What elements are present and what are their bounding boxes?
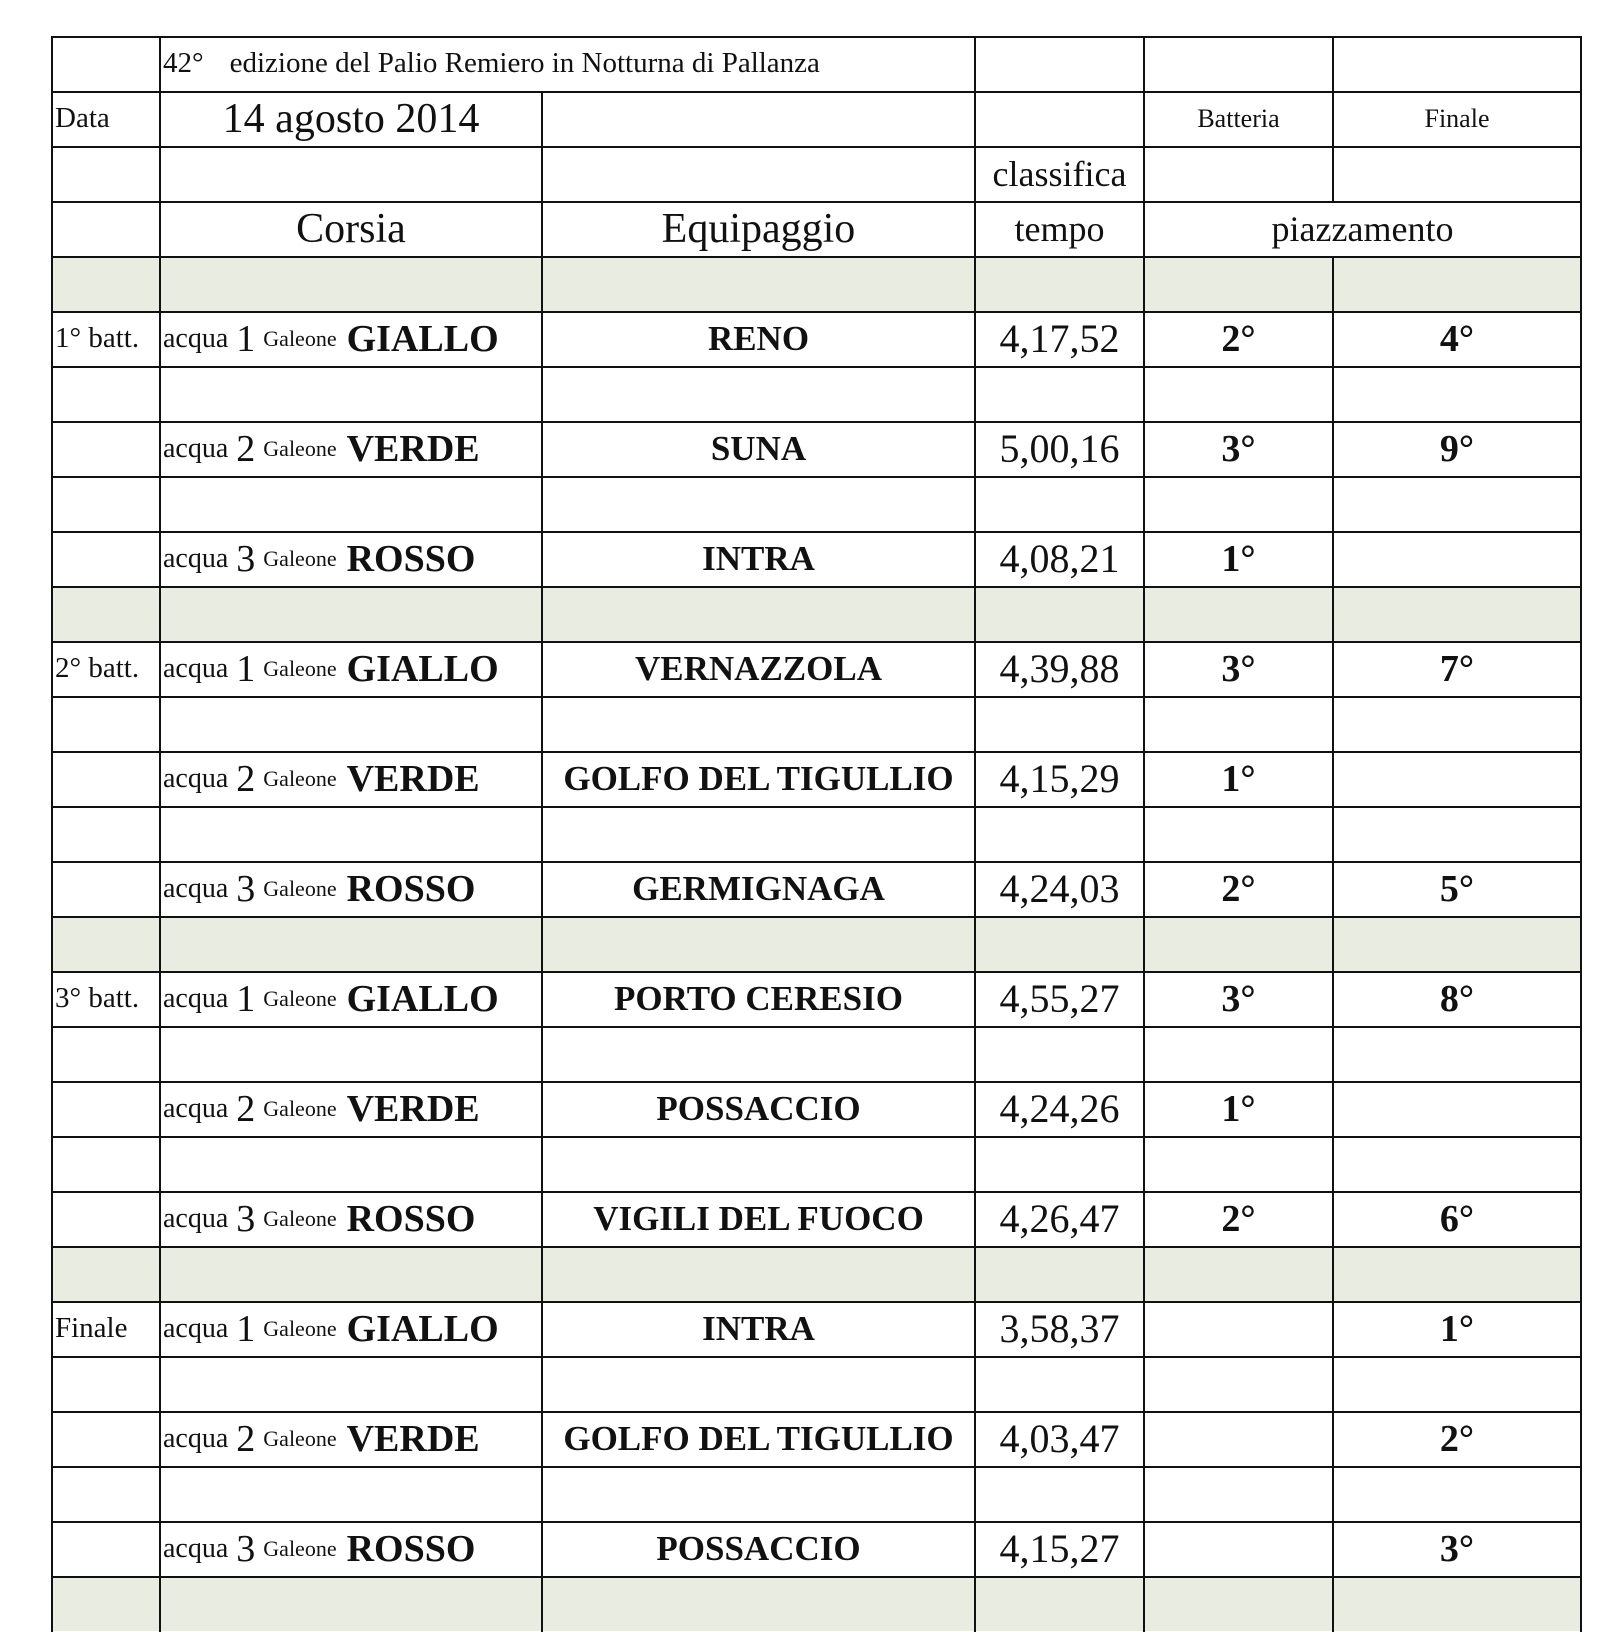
acqua-word: acqua <box>163 1092 229 1124</box>
race-time: 4,15,27 <box>999 1526 1120 1571</box>
batteria-placement: 1° <box>1221 537 1256 580</box>
grid-line <box>51 36 53 1632</box>
galeone-word: Galeone <box>263 765 337 791</box>
boat-color: ROSSO <box>346 1197 476 1240</box>
lane-cell <box>163 1083 539 1134</box>
batteria-placement: 2° <box>1221 1197 1256 1240</box>
team-name: GOLFO DEL TIGULLIO <box>563 1418 954 1458</box>
water-number: 2 <box>236 757 256 800</box>
galeone-word: Galeone <box>263 655 337 681</box>
batteria-placement <box>1147 1523 1330 1574</box>
boat-color: GIALLO <box>346 1307 499 1350</box>
water-number: 3 <box>236 867 256 910</box>
edition-title: edizione del Palio Remiero in Notturna di Pallanza <box>229 47 820 79</box>
results-table <box>51 36 1580 1630</box>
batteria-placement <box>1147 1413 1330 1464</box>
team-name: INTRA <box>702 538 815 578</box>
finale-placement: 8° <box>1439 977 1475 1020</box>
grid-line <box>51 1246 1582 1248</box>
grid-line <box>51 1026 1582 1028</box>
boat-color: VERDE <box>346 757 480 800</box>
header-corsia: Corsia <box>296 205 406 252</box>
galeone-word: Galeone <box>263 1315 337 1341</box>
boat-color: ROSSO <box>346 537 476 580</box>
boat-color: GIALLO <box>346 647 499 690</box>
separator-band <box>51 916 1580 971</box>
finale-placement: 9° <box>1439 427 1475 470</box>
grid-line <box>51 256 1582 258</box>
grid-line <box>974 36 976 1632</box>
race-time: 3,58,37 <box>999 1306 1120 1351</box>
lane-cell <box>163 643 539 694</box>
header-finale: Finale <box>1424 103 1490 133</box>
boat-color: GIALLO <box>346 317 499 360</box>
header-tempo: tempo <box>1014 208 1105 249</box>
boat-color: VERDE <box>346 1087 480 1130</box>
acqua-word: acqua <box>163 322 229 354</box>
race-label: 2° batt. <box>55 652 140 684</box>
race-time: 4,24,03 <box>999 866 1120 911</box>
batteria-placement: 1° <box>1221 1087 1256 1130</box>
race-time: 4,15,29 <box>999 756 1120 801</box>
finale-placement: 4° <box>1439 317 1475 360</box>
acqua-word: acqua <box>163 432 229 464</box>
race-time: 4,17,52 <box>999 316 1120 361</box>
galeone-word: Galeone <box>263 875 337 901</box>
batteria-placement: 3° <box>1221 977 1256 1020</box>
batteria-placement: 1° <box>1221 757 1256 800</box>
lane-cell <box>163 753 539 804</box>
boat-color: ROSSO <box>346 1527 476 1570</box>
race-label: 1° batt. <box>55 322 140 354</box>
team-name: SUNA <box>710 428 807 468</box>
water-number: 2 <box>236 1087 256 1130</box>
finale-placement <box>1336 533 1578 584</box>
race-time: 4,03,47 <box>999 1416 1120 1461</box>
acqua-word: acqua <box>163 652 229 684</box>
batteria-placement: 3° <box>1221 647 1256 690</box>
galeone-word: Galeone <box>263 985 337 1011</box>
acqua-word: acqua <box>163 872 229 904</box>
header-batteria: Batteria <box>1197 103 1280 133</box>
date-label: Data <box>55 102 110 134</box>
acqua-word: acqua <box>163 542 229 574</box>
lane-cell <box>163 1193 539 1244</box>
team-name: RENO <box>707 318 810 358</box>
finale-placement <box>1336 753 1578 804</box>
lane-cell <box>163 1303 539 1354</box>
batteria-placement: 2° <box>1221 317 1256 360</box>
separator-band <box>51 1576 1580 1631</box>
grid-line <box>159 36 161 1632</box>
galeone-word: Galeone <box>263 435 337 461</box>
batteria-placement: 3° <box>1221 427 1256 470</box>
water-number: 2 <box>236 1417 256 1460</box>
team-name: POSSACCIO <box>656 1088 861 1128</box>
grid-line <box>51 586 1582 588</box>
team-name: POSSACCIO <box>656 1528 861 1568</box>
galeone-word: Galeone <box>263 1535 337 1561</box>
lane-cell <box>163 863 539 914</box>
race-label: 3° batt. <box>55 982 140 1014</box>
lane-cell <box>163 973 539 1024</box>
race-label: Finale <box>55 1312 128 1344</box>
finale-placement: 2° <box>1439 1417 1475 1460</box>
boat-color: VERDE <box>346 427 480 470</box>
water-number: 3 <box>236 1527 256 1570</box>
acqua-word: acqua <box>163 762 229 794</box>
acqua-word: acqua <box>163 982 229 1014</box>
acqua-word: acqua <box>163 1532 229 1564</box>
grid-line <box>541 91 543 1632</box>
water-number: 1 <box>236 977 256 1020</box>
team-name: VERNAZZOLA <box>635 648 882 688</box>
finale-placement: 3° <box>1439 1527 1475 1570</box>
finale-placement: 1° <box>1439 1307 1475 1350</box>
team-name: VIGILI DEL FUOCO <box>593 1198 924 1238</box>
acqua-word: acqua <box>163 1312 229 1344</box>
header-equipaggio: Equipaggio <box>661 205 856 252</box>
grid-line <box>51 476 1582 478</box>
water-number: 3 <box>236 1197 256 1240</box>
date-value: 14 agosto 2014 <box>222 95 480 142</box>
race-time: 4,08,21 <box>999 536 1120 581</box>
team-name: INTRA <box>702 1308 815 1348</box>
acqua-word: acqua <box>163 1422 229 1454</box>
water-number: 2 <box>236 427 256 470</box>
grid-line <box>51 916 1582 918</box>
grid-line <box>51 1356 1582 1358</box>
race-time: 4,39,88 <box>999 646 1120 691</box>
grid-line <box>1143 36 1145 1632</box>
boat-color: VERDE <box>346 1417 480 1460</box>
boat-color: GIALLO <box>346 977 499 1020</box>
lane-cell <box>163 1413 539 1464</box>
galeone-word: Galeone <box>263 1205 337 1231</box>
water-number: 1 <box>236 647 256 690</box>
separator-band <box>51 256 1580 311</box>
water-number: 1 <box>236 1307 256 1350</box>
grid-line <box>51 1466 1582 1468</box>
lane-cell <box>163 313 539 364</box>
race-time: 4,55,27 <box>999 976 1120 1021</box>
lane-cell <box>163 1523 539 1574</box>
grid-line <box>51 366 1582 368</box>
galeone-word: Galeone <box>263 545 337 571</box>
race-time: 4,24,26 <box>999 1086 1120 1131</box>
finale-placement: 5° <box>1439 867 1475 910</box>
galeone-word: Galeone <box>263 1095 337 1121</box>
batteria-placement: 2° <box>1221 867 1256 910</box>
boat-color: ROSSO <box>346 867 476 910</box>
header-classifica: classifica <box>992 153 1127 194</box>
team-name: PORTO CERESIO <box>614 978 903 1018</box>
grid-line <box>51 696 1582 698</box>
team-name: GOLFO DEL TIGULLIO <box>563 758 954 798</box>
separator-band <box>51 1246 1580 1301</box>
acqua-word: acqua <box>163 1202 229 1234</box>
grid-line <box>51 1576 1582 1578</box>
batteria-placement <box>1147 1303 1330 1354</box>
page-title <box>163 38 972 89</box>
race-time: 5,00,16 <box>999 426 1120 471</box>
race-time: 4,26,47 <box>999 1196 1120 1241</box>
grid-line <box>51 146 1582 148</box>
grid-line <box>51 1136 1582 1138</box>
header-piazzamento: piazzamento <box>1271 208 1454 249</box>
grid-line <box>1332 36 1334 203</box>
finale-placement: 7° <box>1439 647 1475 690</box>
lane-cell <box>163 423 539 474</box>
edition-number: 42° <box>163 47 204 79</box>
water-number: 3 <box>236 537 256 580</box>
water-number: 1 <box>236 317 256 360</box>
finale-placement <box>1336 1083 1578 1134</box>
separator-band <box>51 586 1580 641</box>
grid-line <box>51 806 1582 808</box>
galeone-word: Galeone <box>263 325 337 351</box>
grid-line <box>1580 36 1582 1632</box>
lane-cell <box>163 533 539 584</box>
finale-placement: 6° <box>1439 1197 1475 1240</box>
grid-line <box>1332 256 1334 1632</box>
galeone-word: Galeone <box>263 1425 337 1451</box>
team-name: GERMIGNAGA <box>632 868 885 908</box>
